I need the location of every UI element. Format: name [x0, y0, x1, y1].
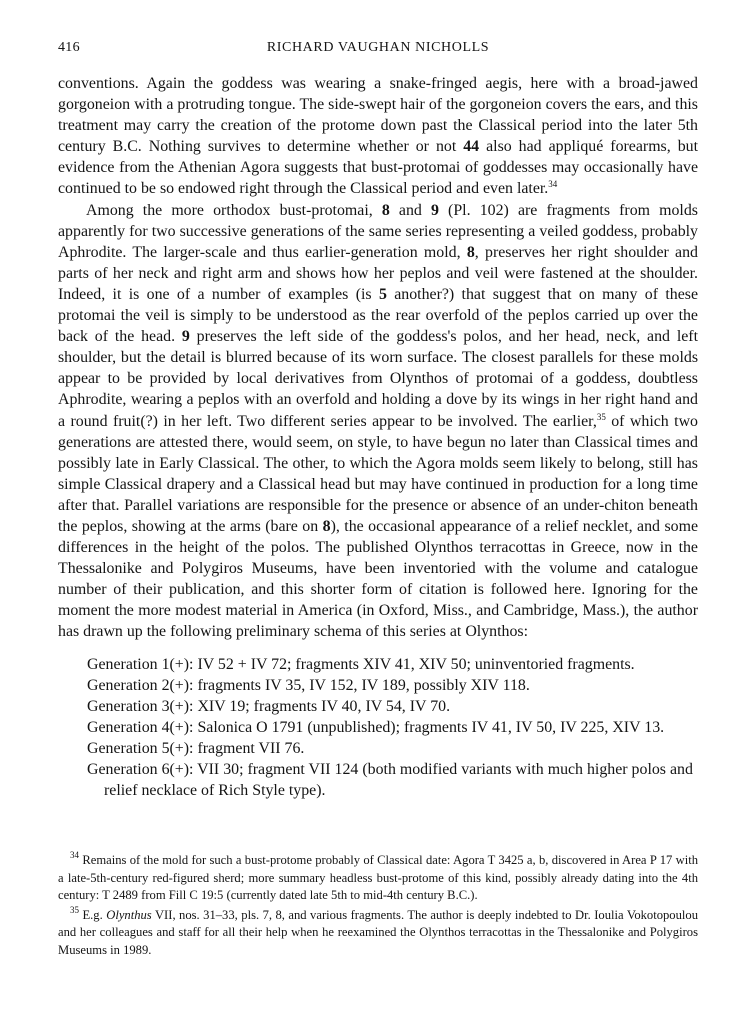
footnote-number: 35 — [70, 904, 79, 915]
footnote-ref-34: 34 — [548, 179, 558, 190]
paragraph-1: conventions. Again the goddess was wearing a snake-fringed aegis, here with a broad-jawed gorgoneion with a protruding tongue. The side-swept hair of the gorgoneion covers the ears, and this treatment may carry the creation of the protome down past the Classical period into the later 5th century B.C. Nothing survives to determine whether or not 44 also had appliqué forearms, but evidence from the Athenian Agora suggests that bust-protomai of goddesses may occasionally have continued to be so endowed right through the Classical period and even later.$^{34}$ — [58, 75, 698, 198]
generation-item: Generation 6(+): VII 30; fragment VII 124 (both modified variants with much higher polos and relief necklace of Rich Style type). — [87, 761, 693, 800]
generation-item: Generation 3(+): XIV 19; fragments IV 40, IV 54, IV 70. — [87, 697, 451, 715]
footnote-ref-35: 35 — [596, 411, 606, 422]
running-head: RICHARD VAUGHAN NICHOLLS — [266, 40, 490, 55]
footnote-34: $^{34}$ Remains of the mold for such a bust-protome probably of Classical date: Agora T 3425 a, b, discovered in Area P 17 with a late-5th-century red-figured sherd; more summary headless bust-protome of this kind, possibly already dating into the 4th century: T 2489 from Fill C 19:5 (currently dated late 5th to mid-4th century B.C.). — [58, 850, 698, 903]
generation-schema-list — [87, 654, 698, 802]
catalogue-reference: 5 — [378, 285, 387, 303]
catalogue-reference: 8 — [381, 201, 390, 219]
footnote-number: 34 — [70, 850, 79, 860]
catalogue-reference: 9 — [181, 328, 190, 346]
body-text — [58, 73, 698, 801]
catalogue-reference: 8 — [466, 243, 475, 261]
paragraph-2: Among the more orthodox bust-protomai, 8 and 9 (Pl. 102) are fragments from molds apparently for two successive generations of the same series representing a veiled goddess, probably Aphrodite. The larger-scale and thus earlier-generation mold, 8, preserves her right shoulder and parts of her neck and right arm and shows how her peplos and veil were fastened at the shoulder. Indeed, it is one of a number of examples (is 5 another?) that suggest that on many of these protomai the veil is simply to be understood as the rear overfold of the peplos carried up over the back of the head. 9 preserves the left side of the goddess's polos, and her head, neck, and left shoulder, but the detail is blurred because of its worn surface. The closest parallels for these molds appear to be provided by local derivatives from Olynthos of protomai of a goddess, doubtless Aphrodite, wearing a peplos with an overfold and holding a dove by its wings in her right hand and a round fruit(?) in her left. Two different series appear to be involved. The earlier,$^{35}$ of which two generations are attested there, would seem, on style, to have begun no later than Classical times and possibly late in Early Classical. The other, to which the Agora molds seem likely to belong, still has simple Classical drapery and a Classical head but may have continued in production for a long time after that. Parallel variations are responsible for the presence or absence of an under-chiton beneath the peplos, showing at the arms (bare on 8), the occasional appearance of a relief necklet, and some differences in the height of the polos. The published Olynthos terracottas in Greece, now in the Thessalonike and Polygiros Museums, have been inventoried with the volume and catalogue number of their publication, and this shorter form of citation is followed here. Ignoring for the moment the more modest material in America (in Oxford, Miss., and Cambridge, Mass.), the author has drawn up the following preliminary schema of this series at Olynthos: — [58, 201, 698, 641]
page-number: 416 — [58, 40, 80, 55]
generation-item: Generation 5(+): fragment VII 76. — [87, 739, 305, 757]
catalogue-reference: 8 — [322, 517, 331, 535]
catalogue-reference: 9 — [430, 201, 439, 219]
generation-item: Generation 1(+): IV 52 + IV 72; fragments XIV 41, XIV 50; uninventoried fragments. — [87, 655, 635, 673]
publication-title: Olynthus — [106, 907, 152, 922]
generation-item: Generation 4(+): Salonica O 1791 (unpublished); fragments IV 41, IV 50, IV 225, XIV 13. — [87, 718, 665, 736]
footnotes — [58, 852, 698, 962]
footnote-35: $^{35}$ E.g. Olynthus VII, nos. 31–33, pls. 7, 8, and various fragments. The author is deeply indebted to Dr. Ioulia Vokotopoulou and her colleagues and staff for all their help when he reexamined the Olynthos terracottas in the Thessalonike and Polygiros Museums in 1989. — [58, 904, 698, 957]
generation-item: Generation 2(+): fragments IV 35, IV 152, IV 189, possibly XIV 118. — [87, 676, 530, 694]
catalogue-reference: 44 — [463, 138, 480, 156]
page-header — [58, 40, 698, 60]
era-abbreviation: B.C. — [447, 888, 471, 903]
era-abbreviation: B.C. — [112, 138, 142, 156]
